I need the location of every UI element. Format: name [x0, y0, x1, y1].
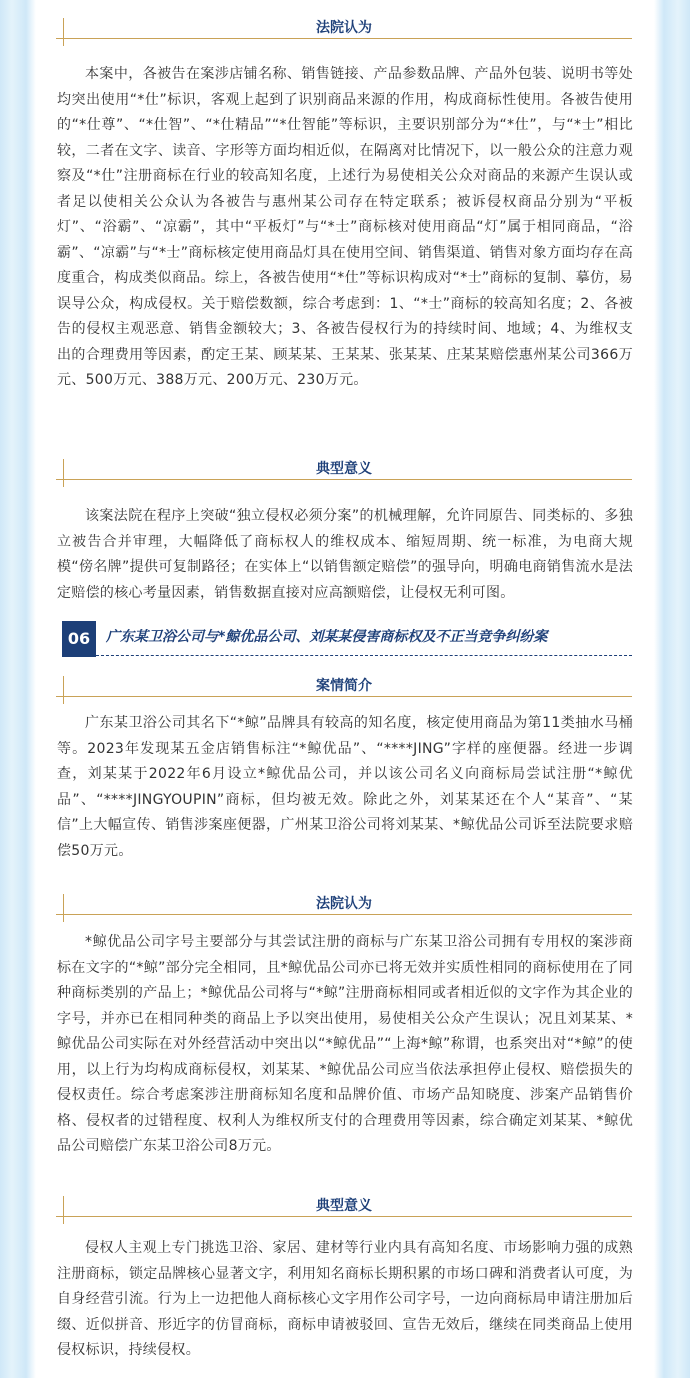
significance-2-paragraph: 侵权人主观上专门挑选卫浴、家居、建材等行业内具有高知名度、市场影响力强的成熟注册商标，锁定品牌核心显著文字，利用知名商标长期积累的市场口碑和消费者认可度，为自身经营引流。行为上一边把他人商标核心文字用作公司字号，一边向商标局申请注册加后缀、近似拼音、形近字的仿冒商标，商标申请被驳回、宣告无效后，继续在同类商品上使用侵权标识，持续侵权。	[57, 1240, 633, 1358]
case-summary-paragraph: 广东某卫浴公司其名下“*鲸”品牌具有较高的知名度，核定使用商品为第11类抽水马桶等。2023年发现某五金店销售标注“*鲸优品”、“****JING”字样的座便器。经进一步调查，刘某某于2022年6月设立*鲸优品公司，并以该公司名义向商标局尝试注册“*鲸优品”、“****JINGYOUPIN”商标，但均被无效。除此之外，刘某某还在个人“某音”、“某信”上大幅宣传、销售涉案座便器，广州某卫浴公司将刘某某、*鲸优品公司诉至法院要求赔偿50万元。	[57, 715, 633, 859]
case-header	[62, 621, 632, 661]
section-title: 典型意义	[316, 461, 372, 477]
section-title: 典型意义	[316, 1198, 372, 1214]
court-opinion-2-paragraph: *鲸优品公司字号主要部分与其尝试注册的商标与广东某卫浴公司拥有专用权的案涉商标在文字的“*鲸”部分完全相同，且*鲸优品公司亦已将无效并实质性相同的商标使用在了同种商标类别的产品上；*鲸优品公司将与“*鲸”注册商标相同或者相近似的文字作为其企业的字号，并亦已在相同种类的商品上予以突出使用，易使相关公众产生误认；况且刘某某、*鲸优品公司实际在对外经营活动中突出以“*鲸优品”“上海*鲸”称谓，也系突出对“*鲸”的使用，以上行为均构成商标侵权，刘某某、*鲸优品公司应当依法承担停止侵权、赔偿损失的侵权责任。综合考虑案涉注册商标知名度和品牌价值、市场产品知晓度、涉案产品销售价格、侵权者的过错程度、权利人为维权所支付的合理费用等因素，综合确定刘某某、*鲸优品公司赔偿广东某卫浴公司8万元。	[57, 934, 633, 1154]
header-ornament-horizontal	[56, 914, 632, 915]
section-header-significance	[56, 459, 632, 493]
section-header-court-opinion	[56, 18, 632, 52]
section-title: 法院认为	[316, 896, 372, 912]
case-number-badge: 06	[62, 621, 96, 657]
section-header-significance-2	[56, 1196, 632, 1230]
header-ornament-horizontal	[56, 1216, 632, 1217]
case-title: 广东某卫浴公司与*鲸优品公司、刘某某侵害商标权及不正当竞争纠纷案	[106, 629, 548, 645]
header-ornament-horizontal	[56, 38, 632, 39]
section-title: 法院认为	[316, 20, 372, 36]
significance-paragraph: 该案法院在程序上突破“独立侵权必须分案”的机械理解，允许同原告、同类标的、多独立被告合并审理，大幅降低了商标权人的维权成本、缩短周期、统一标准，为电商大规模“傍名牌”提供可复制路径；在实体上“以销售额定赔偿”的强导向，明确电商销售流水是法定赔偿的核心考量因素，销售数据直接对应高额赔偿，让侵权无利可图。	[57, 508, 633, 601]
header-ornament-horizontal	[56, 696, 632, 697]
court-opinion-paragraph: 本案中，各被告在案涉店铺名称、销售链接、产品参数品牌、产品外包装、说明书等处均突出使用“*仕”标识，客观上起到了识别商品来源的作用，构成商标性使用。各被告使用的“*仕尊”、“*仕智”、“*仕精品”“*仕智能”等标识，主要识别部分为“*仕”，与“*士”相比较，二者在文字、读音、字形等方面均相近似，在隔离对比情况下，以一般公众的注意力观察及“*仕”注册商标在行业的较高知名度，上述行为易使相关公众对商品的来源产生误认或者足以使相关公众认为各被告与惠州某公司存在特定联系；被诉侵权商品分别为“平板灯”、“浴霸”、“凉霸”，其中“平板灯”与“*士”商标核对使用商品“灯”属于相同商品，“浴霸”、“凉霸”与“*士”商标核定使用商品灯具在使用空间、销售渠道、销售对象方面均存在高度重合，构成类似商品。综上，各被告使用“*仕”等标识构成对“*士”商标的复制、摹仿，易误导公众，构成侵权。关于赔偿数额，综合考虑到：1、“*士”商标的较高知名度；2、各被告的侵权主观恶意、销售金额较大；3、各被告侵权行为的持续时间、地域；4、为维权支出的合理费用等因素，酌定王某、顾某某、王某某、张某某、庄某某赔偿惠州某公司366万元、500万元、388万元、200万元、230万元。	[57, 66, 633, 388]
header-ornament-horizontal	[56, 479, 632, 480]
section-header-case-summary	[56, 676, 632, 710]
case-header-divider	[96, 655, 632, 656]
section-title: 案情简介	[316, 678, 372, 694]
section-header-court-opinion-2	[56, 894, 632, 928]
